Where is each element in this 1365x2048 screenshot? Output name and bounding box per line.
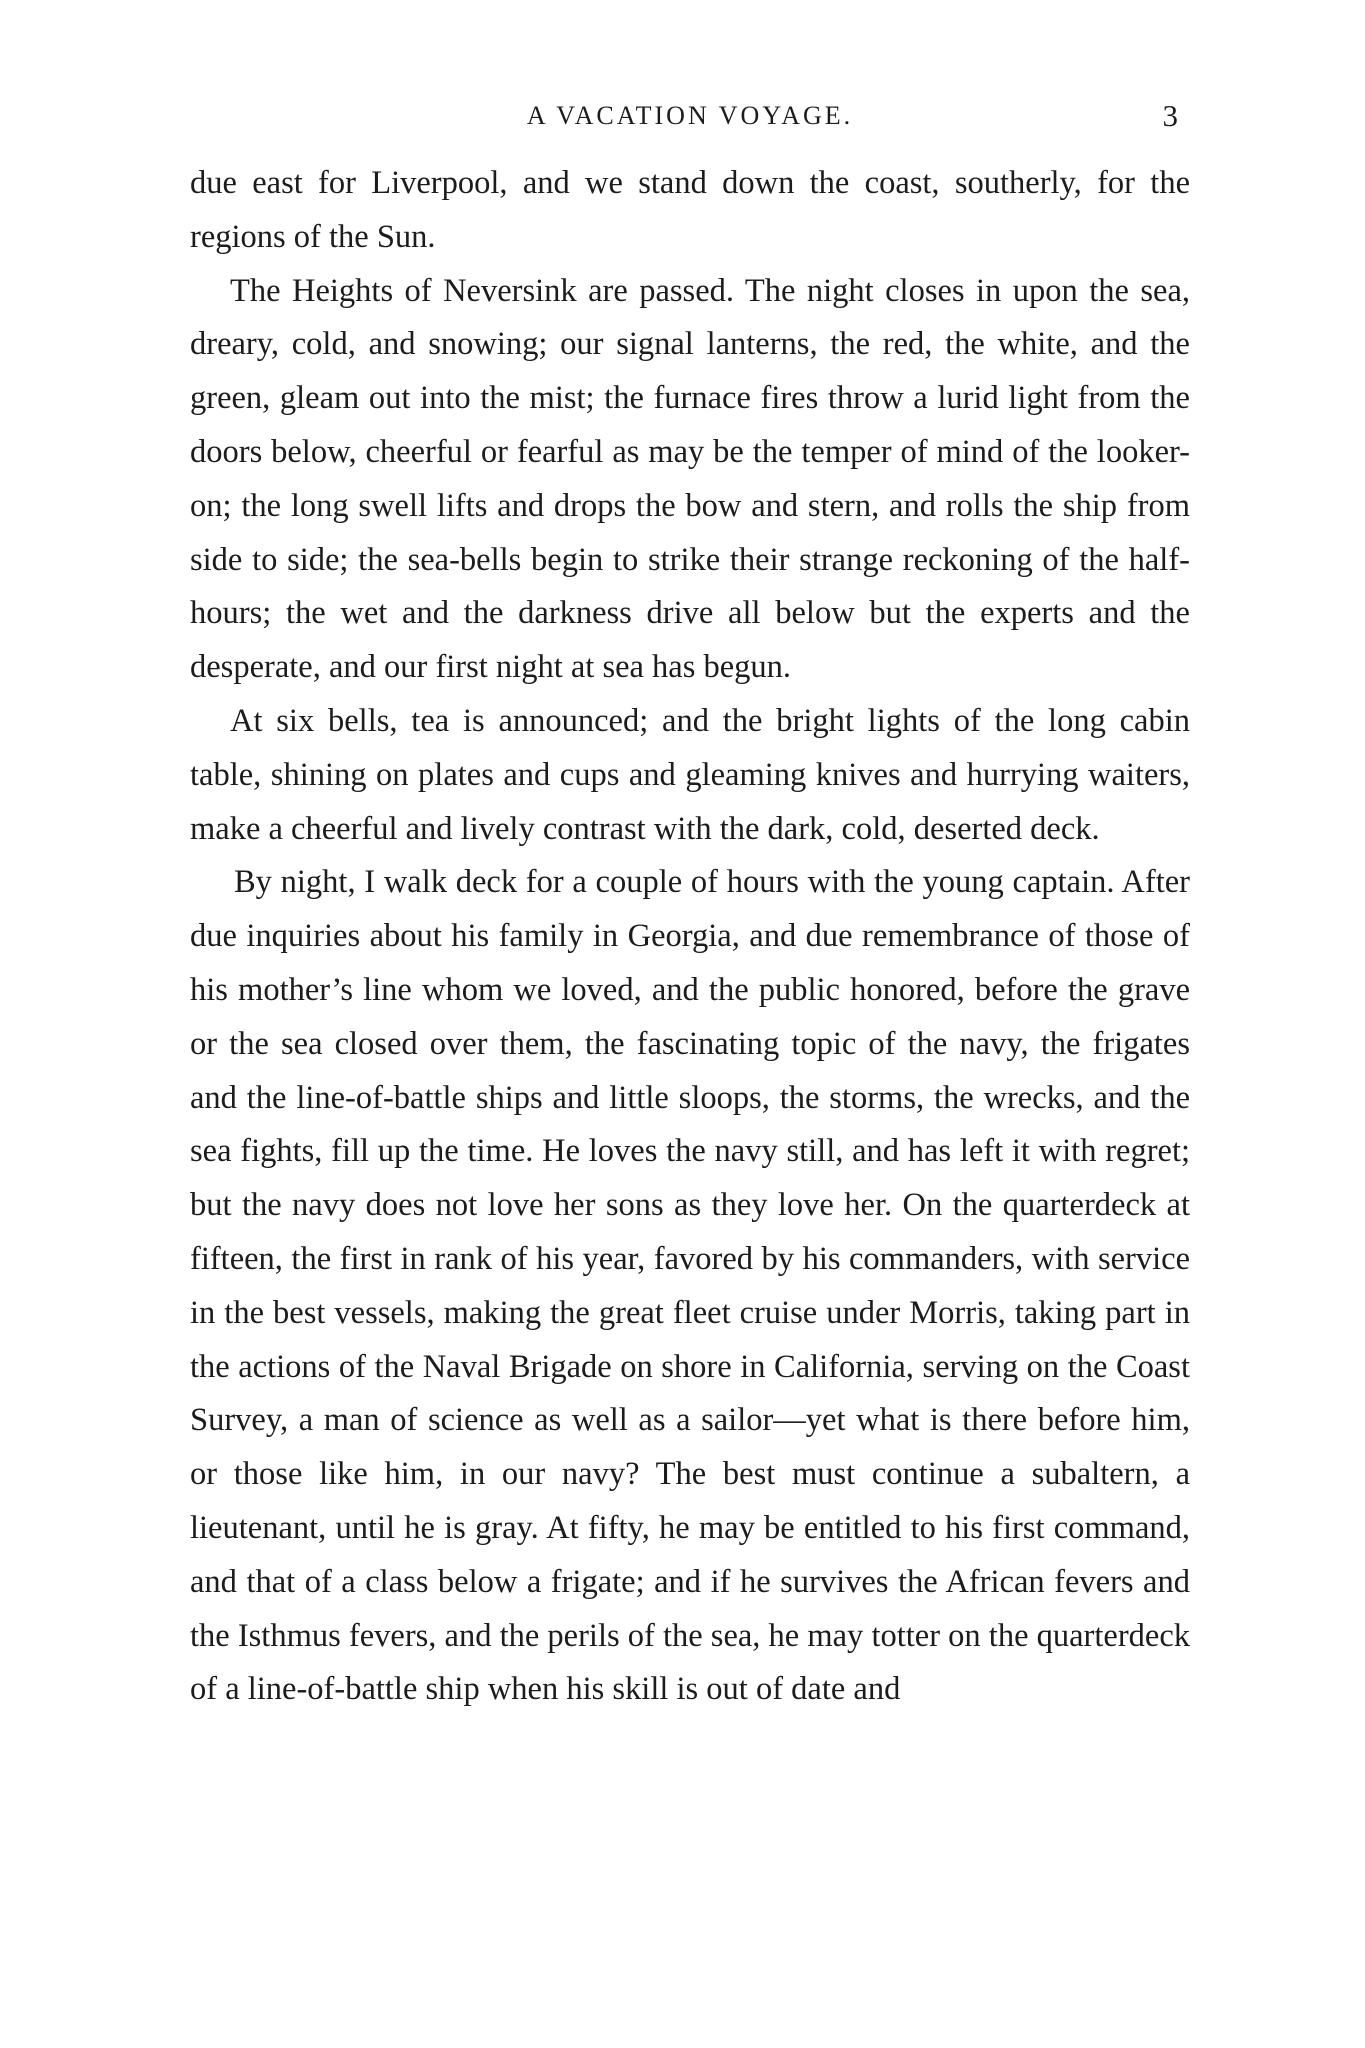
- paragraph-six-bells: At six bells, tea is announced; and the bright lights of the long cabin table, shining on plates and cups and gleaming knives and hurrying waiters, make a cheerful and lively contrast with the dark, cold, deserted deck.: [190, 702, 1190, 847]
- body-text: [190, 157, 1190, 1717]
- running-head: [190, 96, 1190, 136]
- paragraph-continued: due east for Liverpool, and we stand down the coast, southerly, for the regions of the Sun.: [190, 165, 1190, 255]
- running-title: A VACATION VOYAGE.: [526, 101, 854, 130]
- page-number: 3: [1162, 98, 1178, 133]
- paragraph-young-captain: By night, I walk deck for a couple of hours with the young captain. After due inquiries about his family in Georgia, and due remembrance of those of his mother’s line whom we loved, and the public honored, before the grave or the sea closed over them, the fascinating topic of the navy, the frigates and the line-of-battle ships and little sloops, the storms, the wrecks, and the sea fights, fill up the time. He loves the navy still, and has left it with regret; but the navy does not love her sons as they love her. On the quarterdeck at fifteen, the first in rank of his year, favored by his commanders, with service in the best vessels, making the great fleet cruise under Morris, taking part in the actions of the Naval Brigade on shore in California, serving on the Coast Survey, a man of science as well as a sailor—yet what is there before him, or those like him, in our navy? The best must continue a subaltern, a lieutenant, until he is gray. At fifty, he may be entitled to his first command, and that of a class below a frigate; and if he survives the African fevers and the Isthmus fevers, and the perils of the sea, he may totter on the quarterdeck of a line-of-battle ship when his skill is out of date and: [190, 864, 1190, 1708]
- paragraph-neversink: The Heights of Neversink are passed. The night closes in upon the sea, dreary, cold, and snowing; our signal lanterns, the red, the white, and the green, gleam out into the mist; the furnace fires throw a lurid light from the doors below, cheerful or fearful as may be the temper of mind of the looker-on; the long swell lifts and drops the bow and stern, and rolls the ship from side to side; the sea-bells begin to strike their strange reckoning of the half-hours; the wet and the darkness drive all below but the experts and the desperate, and our first night at sea has begun.: [190, 272, 1190, 686]
